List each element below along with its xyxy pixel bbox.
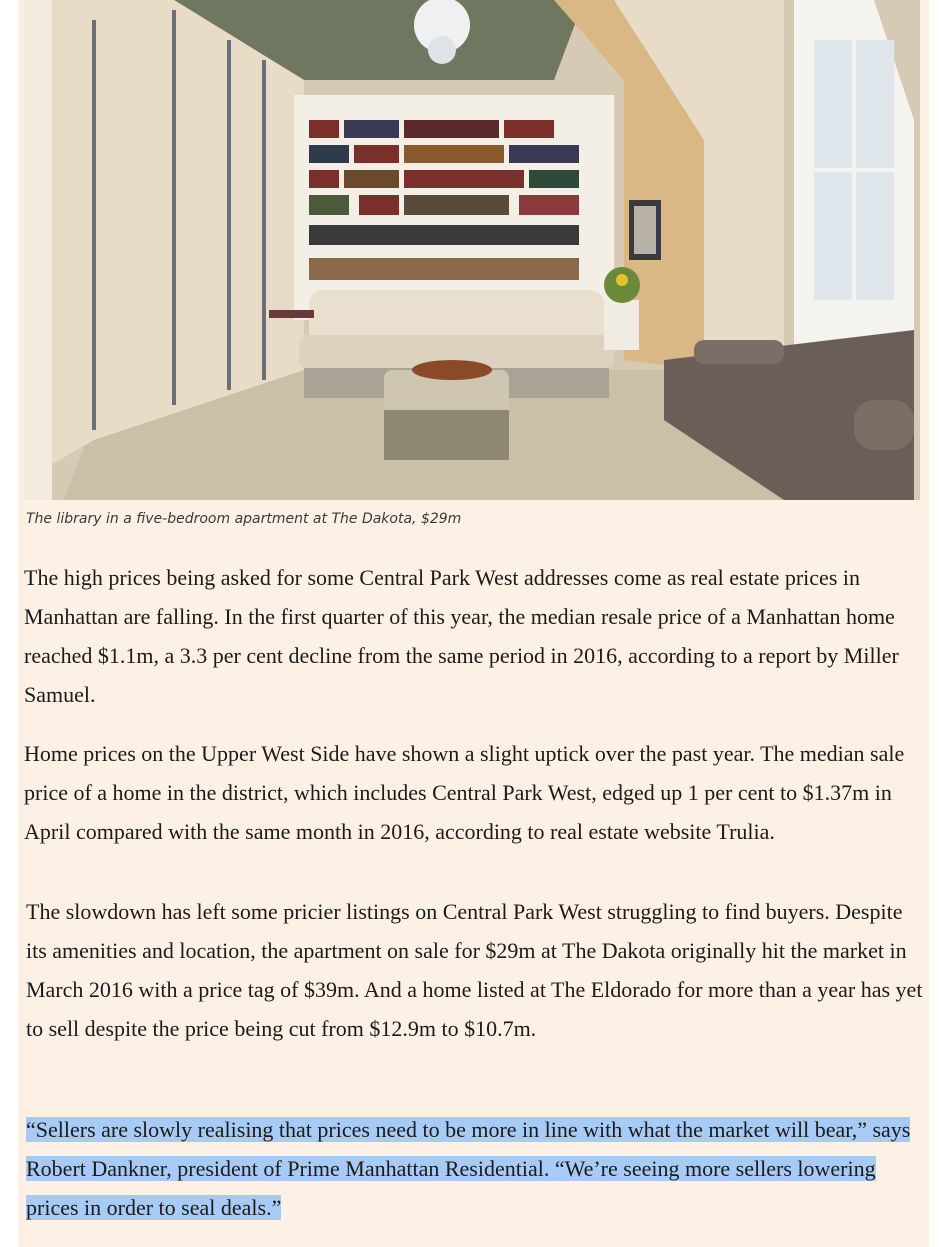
article-photo bbox=[24, 0, 920, 500]
article-paragraph-4-quote bbox=[26, 1110, 926, 1227]
selected-text-highlight[interactable]: “Sellers are slowly realising that prices need to be more in line with what the market will bear,” says Robert Dankner, president of Prime Manhattan Residential. “We’re seeing more sellers lowering prices in order to seal deals.” bbox=[26, 1117, 911, 1220]
article-paragraph-2: Home prices on the Upper West Side have shown a slight uptick over the past year. The median sale price of a home in the district, which includes Central Park West, edged up 1 per cent to $1.37m in April compared with the same month in 2016, according to real estate website Trulia. bbox=[24, 741, 905, 844]
article-page bbox=[18, 0, 929, 1247]
photo-caption: The library in a five-bedroom apartment at The Dakota, $29m bbox=[26, 511, 462, 527]
article-paragraph-1: The high prices being asked for some Central Park West addresses come as real estate prices in Manhattan are falling. In the first quarter of this year, the median resale price of a Manhattan home reached $1.1m, a 3.3 per cent decline from the same period in 2016, according to a report by Miller Samuel. bbox=[24, 565, 899, 707]
article-paragraph-3: The slowdown has left some pricier listings on Central Park West struggling to find buyers. Despite its amenities and location, the apartment on sale for $29m at The Dakota originally hit the market in March 2016 with a price tag of $39m. And a home listed at The Eldorado for more than a year has yet to sell despite the price being cut from $12.9m to $10.7m. bbox=[26, 899, 923, 1041]
